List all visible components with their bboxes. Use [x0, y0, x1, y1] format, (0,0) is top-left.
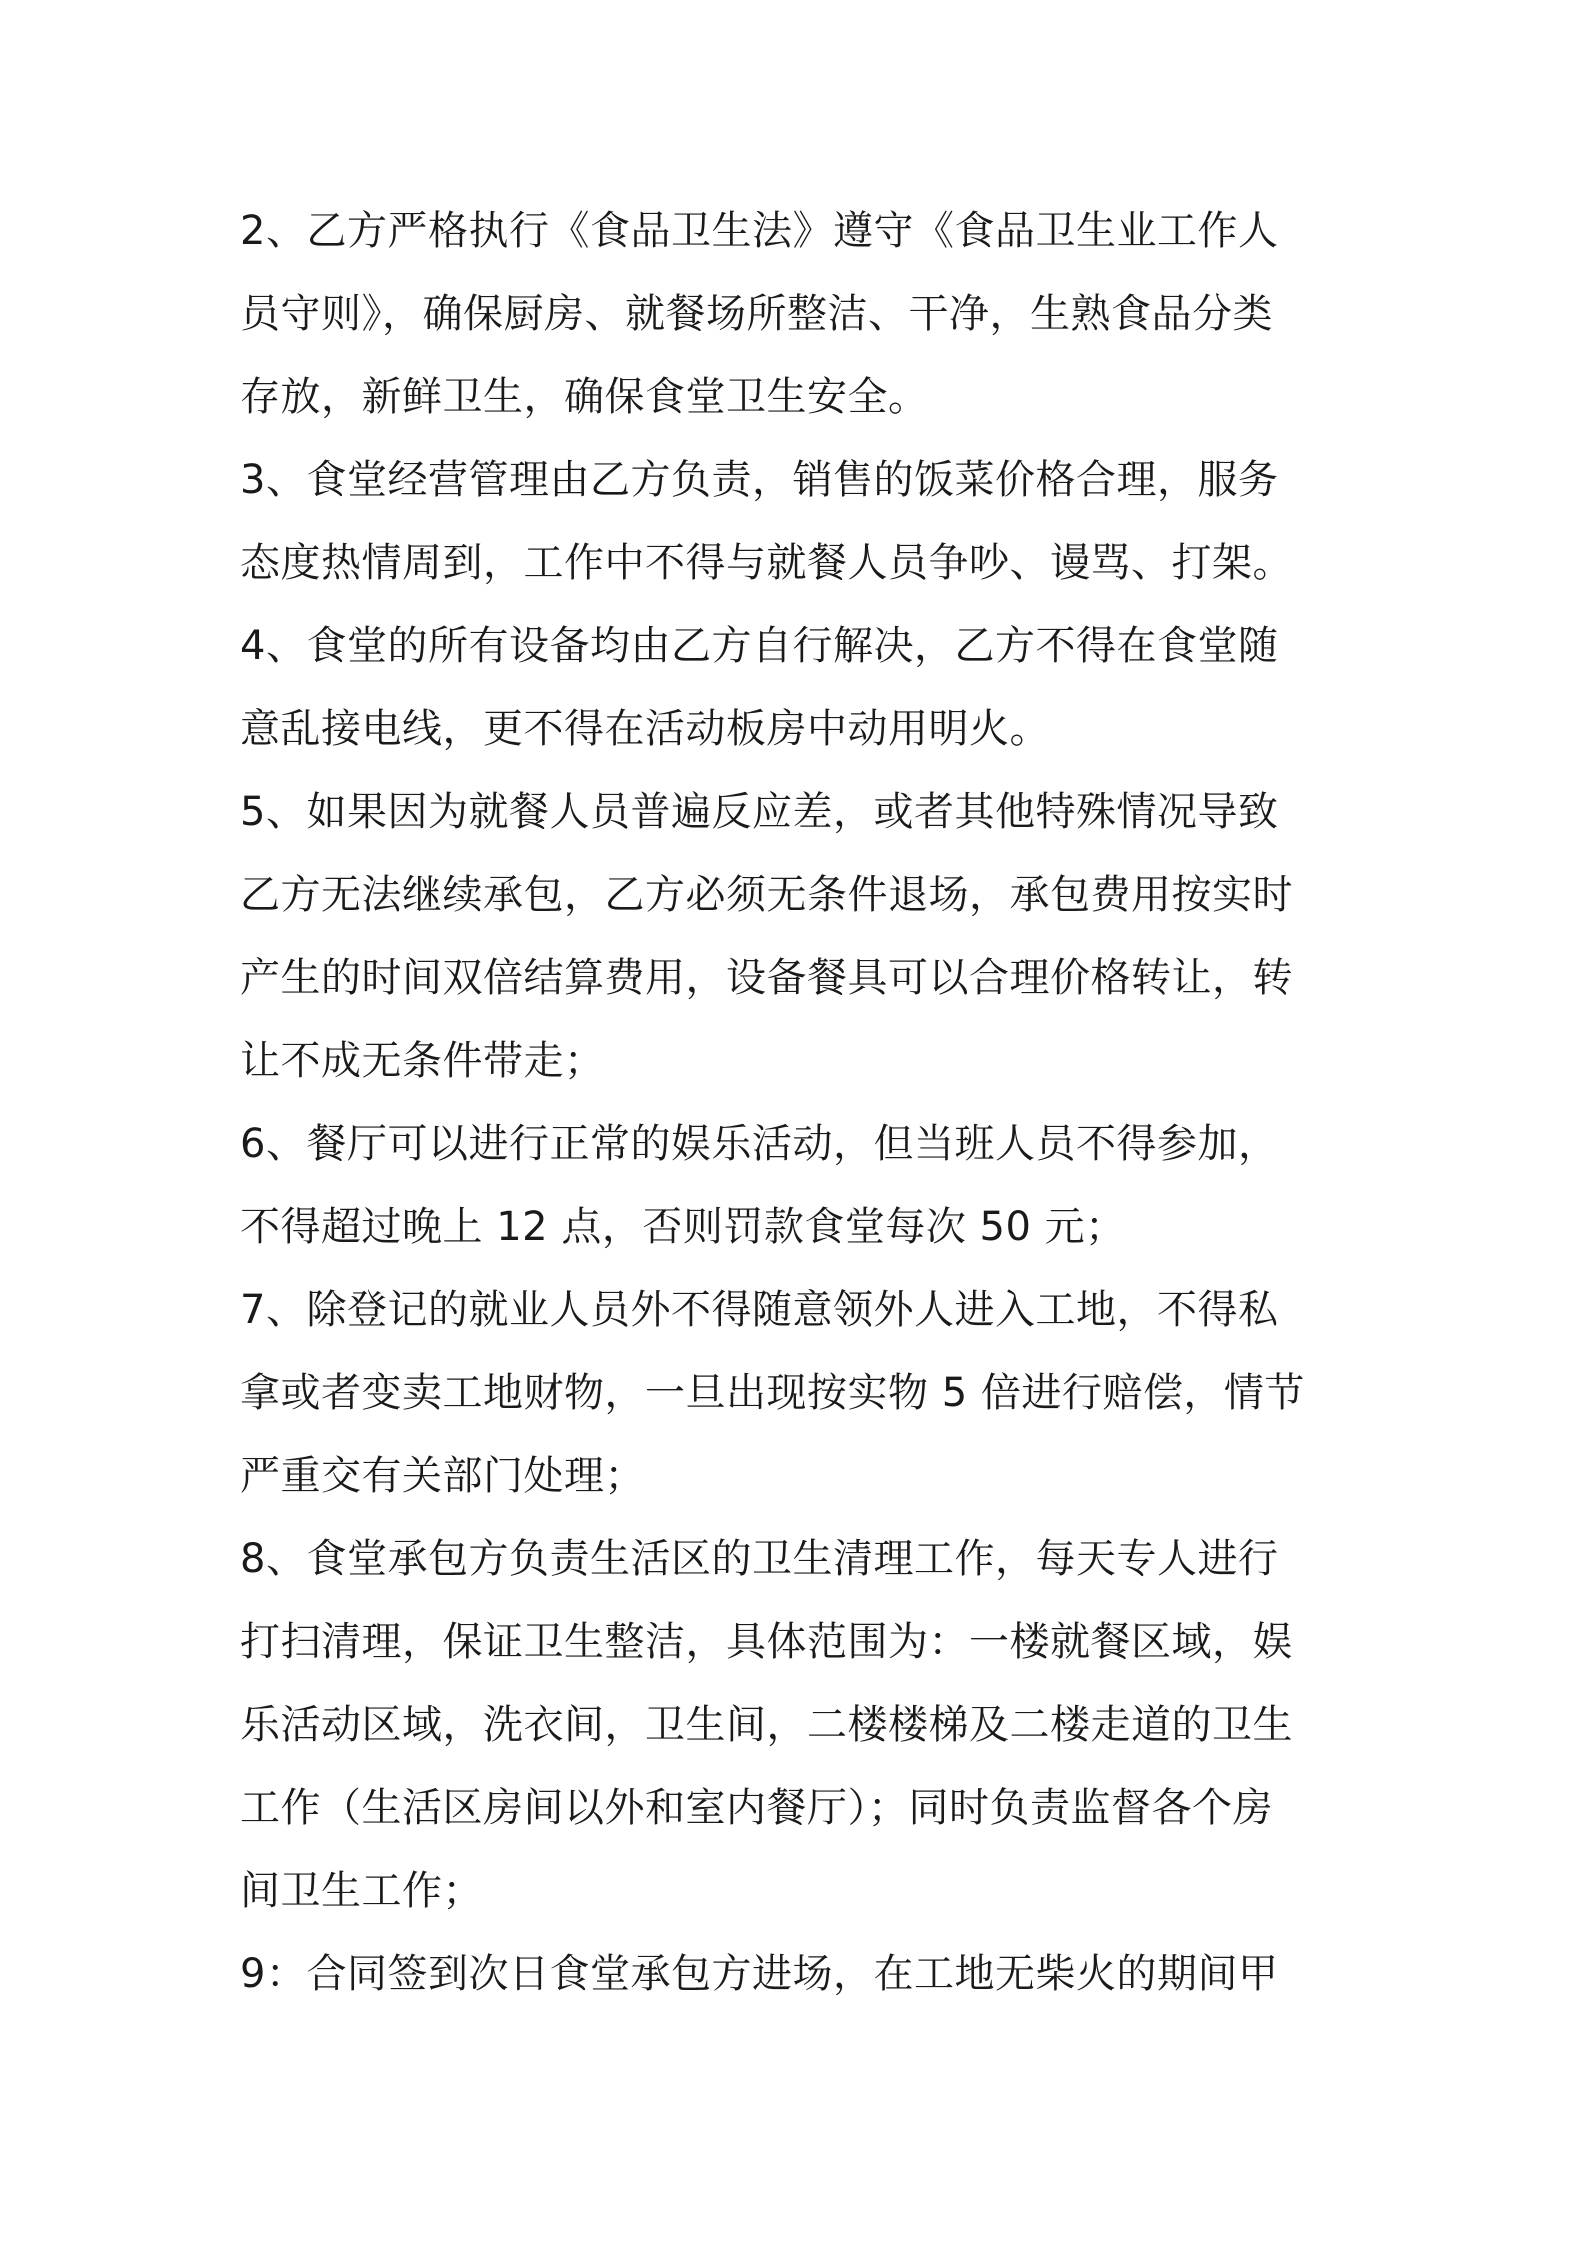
- text-line: 严重交有关部门处理；: [240, 1453, 645, 1499]
- text-line: 让不成无条件带走；: [240, 1038, 605, 1084]
- text-line: 意乱接电线，更不得在活动板房中动用明火。: [240, 706, 1050, 752]
- text-line: 6、餐厅可以进行正常的娱乐活动，但当班人员不得参加，: [240, 1121, 1279, 1167]
- text-line: 存放，新鲜卫生，确保食堂卫生安全。: [240, 374, 929, 420]
- text-line: 态度热情周到，工作中不得与就餐人员争吵、谩骂、打架。: [240, 540, 1293, 586]
- text-line: 9：合同签到次日食堂承包方进场，在工地无柴火的期间甲: [240, 1951, 1279, 1997]
- text-line: 产生的时间双倍结算费用，设备餐具可以合理价格转让，转: [240, 955, 1293, 1001]
- text-line: 2、乙方严格执行《食品卫生法》遵守《食品卫生业工作人: [240, 208, 1279, 254]
- text-line: 拿或者变卖工地财物，一旦出现按实物 5 倍进行赔偿，情节: [240, 1370, 1305, 1416]
- text-line: 5、如果因为就餐人员普遍反应差，或者其他特殊情况导致: [240, 789, 1279, 835]
- text-line: 4、食堂的所有设备均由乙方自行解决，乙方不得在食堂随: [240, 623, 1279, 669]
- text-line: 员守则》，确保厨房、就餐场所整洁、干净，生熟食品分类: [240, 291, 1273, 337]
- text-line: 不得超过晚上 12 点，否则罚款食堂每次 50 元；: [240, 1204, 1126, 1250]
- text-line: 3、食堂经营管理由乙方负责，销售的饭菜价格合理，服务: [240, 457, 1279, 503]
- text-line: 乐活动区域，洗衣间，卫生间，二楼楼梯及二楼走道的卫生: [240, 1702, 1293, 1748]
- text-line: 7、除登记的就业人员外不得随意领外人进入工地，不得私: [240, 1287, 1279, 1333]
- text-line: 8、食堂承包方负责生活区的卫生清理工作，每天专人进行: [240, 1536, 1279, 1582]
- text-line: 乙方无法继续承包，乙方必须无条件退场，承包费用按实时: [240, 872, 1293, 918]
- text-line: 间卫生工作；: [240, 1868, 483, 1914]
- document-body: [240, 190, 1360, 2016]
- text-line: 打扫清理，保证卫生整洁，具体范围为：一楼就餐区域，娱: [240, 1619, 1293, 1665]
- text-line: 工作（生活区房间以外和室内餐厅）；同时负责监督各个房: [240, 1785, 1273, 1831]
